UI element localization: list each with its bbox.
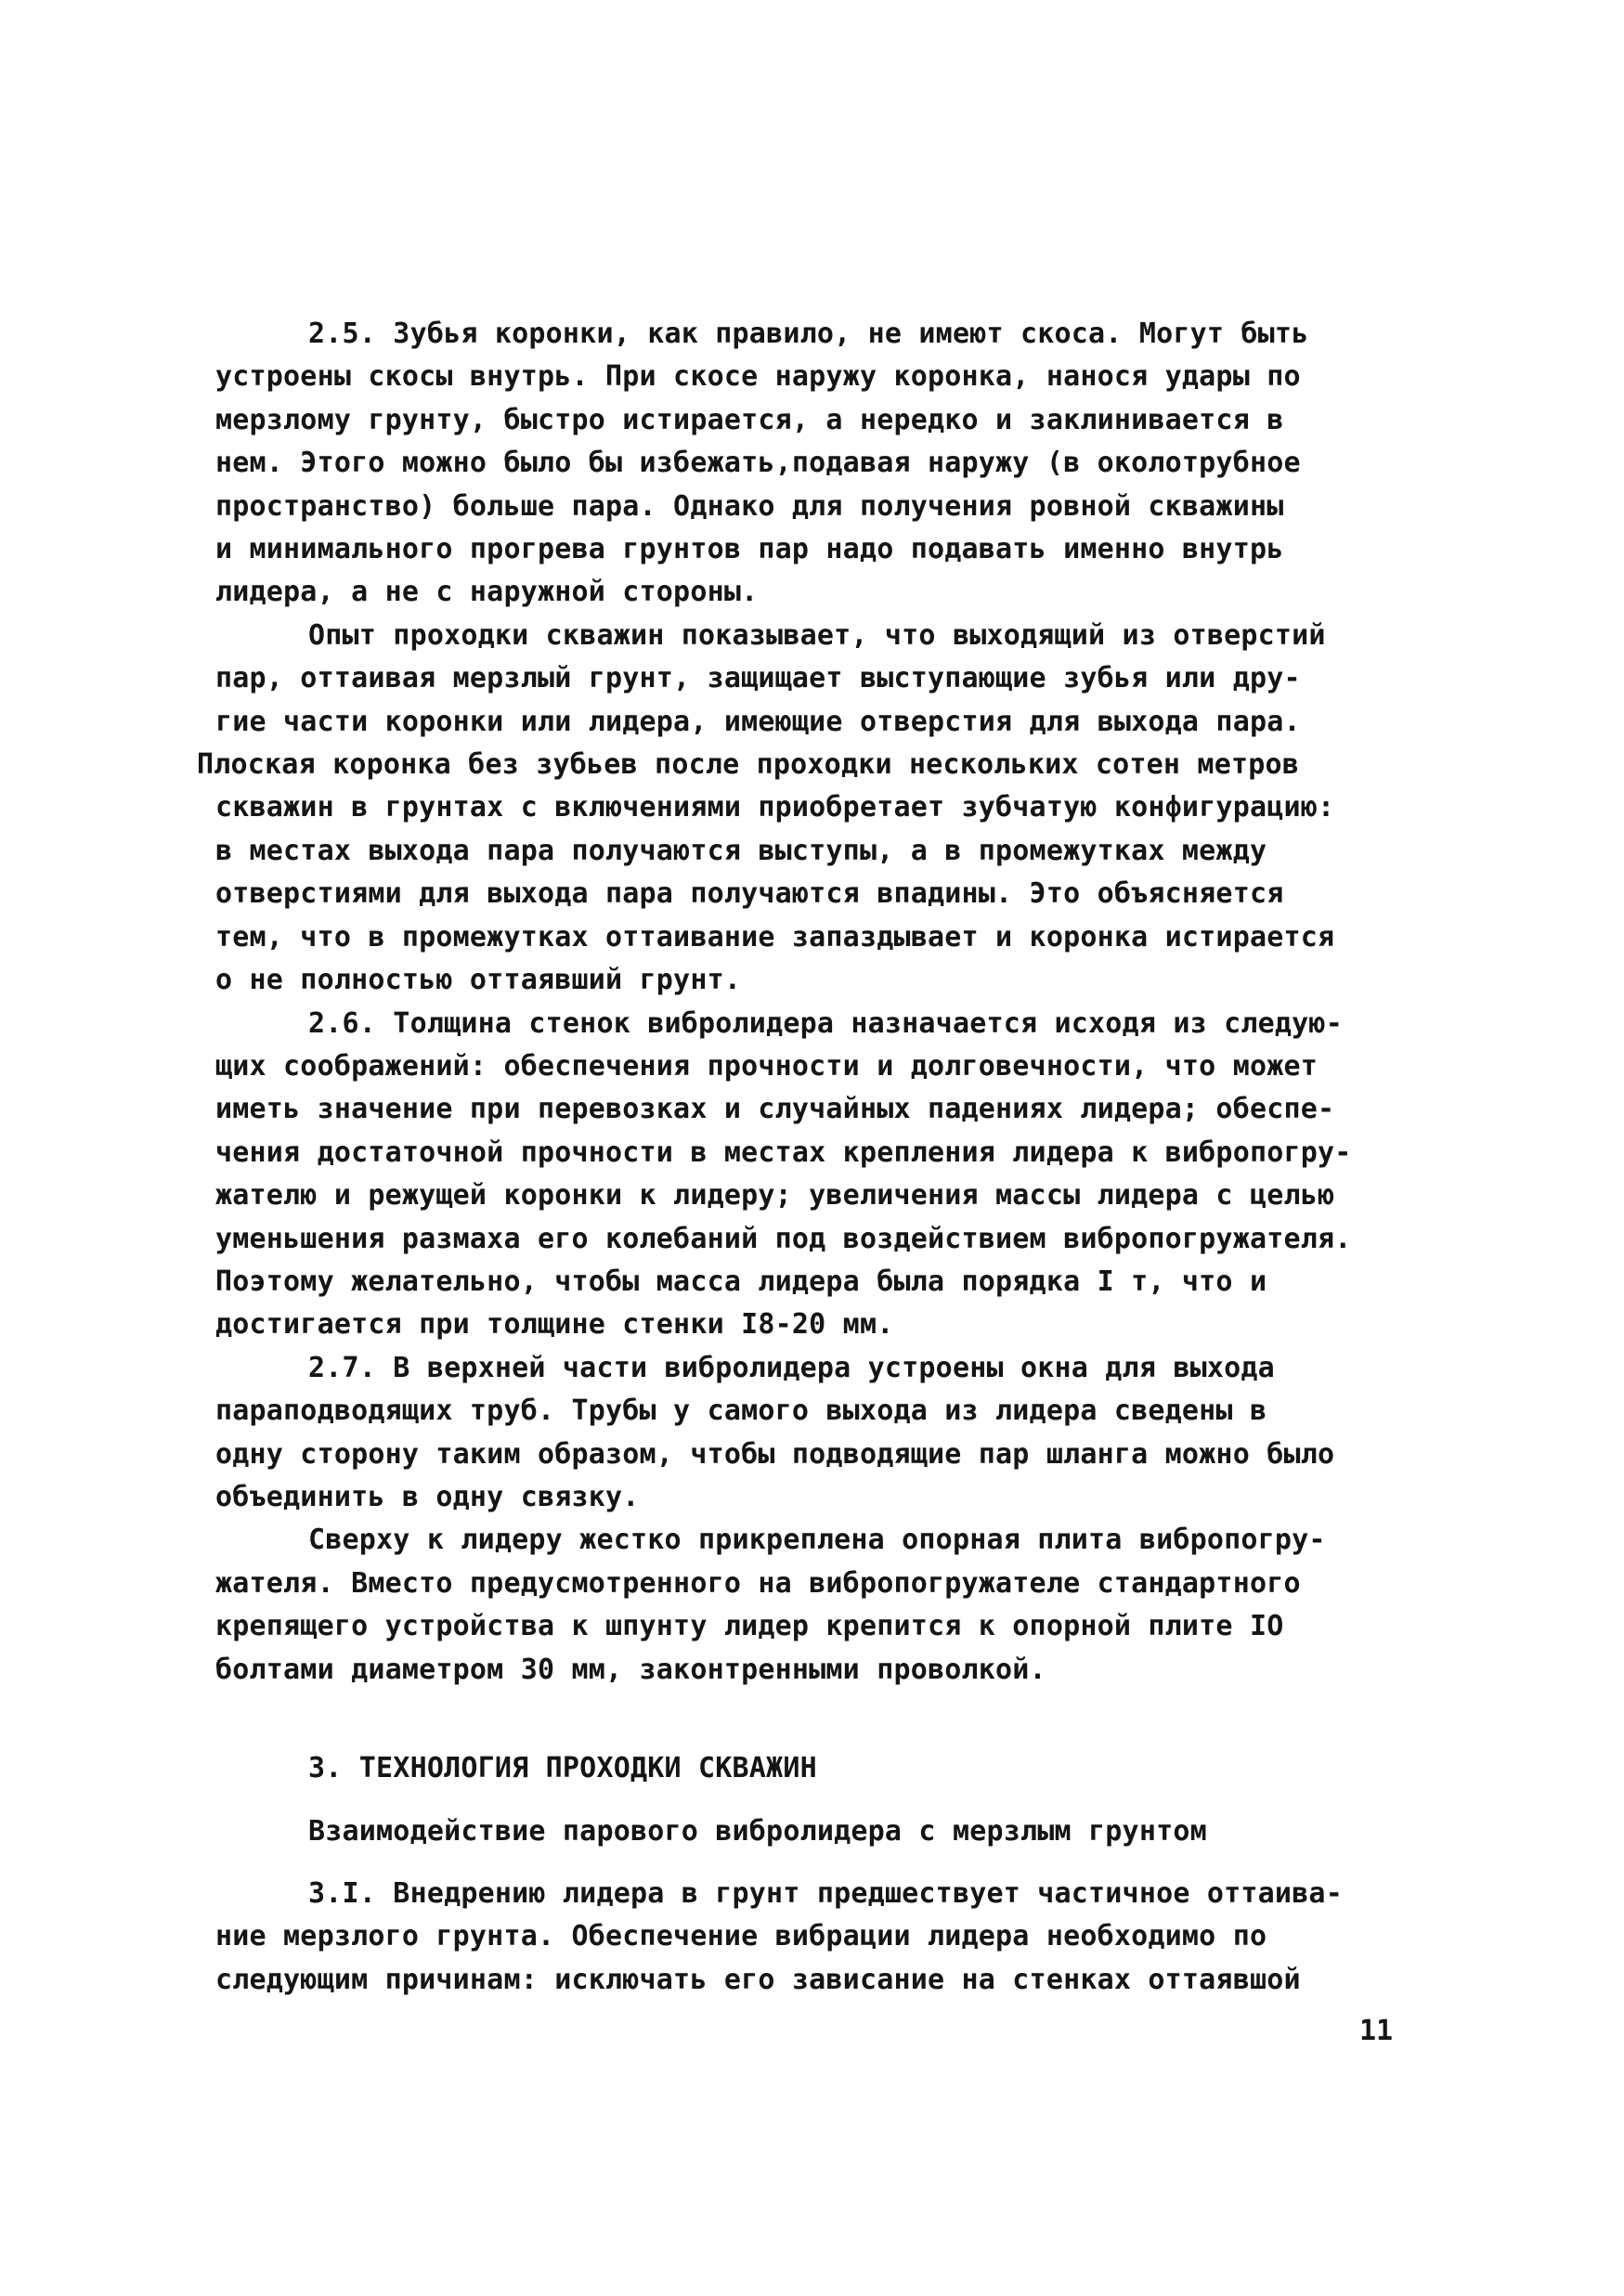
- section-heading: 3. ТЕХНОЛОГИЯ ПРОХОДКИ СКВАЖИН: [308, 1752, 817, 1784]
- text-line: жателя. Вместо предусмотренного на вибропогружателе стандартного: [215, 1566, 1301, 1600]
- text-line: 3.I. Внедрению лидера в грунт предшествует частичное оттаива-: [308, 1876, 1343, 1910]
- text-line: и минимального прогрева грунтов пар надо подавать именно внутрь: [215, 533, 1284, 566]
- text-line: о не полностью оттаявший грунт.: [215, 964, 742, 997]
- text-line: параподводящих труб. Трубы у самого выхода из лидера сведены в: [215, 1394, 1267, 1428]
- text-line: жателю и режущей коронки к лидеру; увеличения массы лидера с целью: [215, 1179, 1335, 1213]
- text-line: в местах выхода пара получаются выступы, а в промежутках между: [215, 834, 1267, 867]
- text-line: Плоская коронка без зубьев после проходки нескольких сотен метров: [197, 748, 1299, 782]
- body-text: [197, 313, 1423, 2002]
- text-line: чения достаточной прочности в местах крепления лидера к вибропогру-: [215, 1135, 1352, 1169]
- text-line: одну сторону таким образом, чтобы подводящие пар шланга можно было: [215, 1437, 1335, 1471]
- text-line: 2.6. Толщина стенок вибролидера назначается исходя из следую-: [308, 1006, 1343, 1040]
- text-line: крепящего устройства к шпунту лидер крепится к опорной плите IO: [215, 1610, 1284, 1643]
- text-line: 2.7. В верхней части вибролидера устроены окна для выхода: [308, 1351, 1275, 1384]
- text-line: пространство) больше пара. Однако для получения ровной скважины: [215, 489, 1284, 523]
- text-line: Сверху к лидеру жестко прикреплена опорная плита вибропогру-: [308, 1524, 1326, 1557]
- text-line: уменьшения размаха его колебаний под воздействием вибропогружателя.: [215, 1222, 1352, 1255]
- text-line: отверстиями для выхода пара получаются впадины. Это объясняется: [215, 877, 1284, 911]
- text-line: мерзлому грунту, быстро истирается, а нередко и заклинивается в: [215, 403, 1284, 436]
- text-line: иметь значение при перевозках и случайных падениях лидера; обеспе-: [215, 1093, 1335, 1126]
- text-line: щих соображений: обеспечения прочности и долговечности, что может: [215, 1049, 1318, 1083]
- subheading: Взаимодействие парового вибролидера с мерзлым грунтом: [308, 1815, 1207, 1848]
- page-number: 11: [1359, 2015, 1394, 2047]
- text-line: ние мерзлого грунта. Обеспечение вибрации лидера необходимо по: [215, 1920, 1267, 1953]
- text-line: пар, оттаивая мерзлый грунт, защищает выступающие зубья или дру-: [215, 662, 1301, 695]
- text-line: объединить в одну связку.: [215, 1480, 640, 1513]
- text-line: лидера, а не с наружной стороны.: [215, 576, 759, 609]
- text-line: Опыт проходки скважин показывает, что выходящий из отверстий: [308, 618, 1326, 652]
- text-line: Поэтому желательно, чтобы масса лидера была порядка I т, что и: [215, 1265, 1267, 1298]
- text-line: нем. Этого можно было бы избежать,подавая наружу (в околотрубное: [215, 447, 1301, 480]
- text-line: скважин в грунтах с включениями приобретает зубчатую конфигурацию:: [215, 791, 1335, 824]
- text-line: следующим причинам: исключать его зависание на стенках оттаявшой: [215, 1963, 1301, 1996]
- text-line: гие части коронки или лидера, имеющие отверстия для выхода пара.: [215, 705, 1301, 738]
- text-line: 2.5. Зубья коронки, как правило, не имеют скоса. Могут быть: [308, 318, 1309, 350]
- text-line: болтами диаметром 30 мм, законтренными проволкой.: [215, 1653, 1046, 1686]
- text-line: устроены скосы внутрь. При скосе наружу коронка, нанося удары по: [215, 360, 1301, 394]
- text-line: тем, что в промежутках оттаивание запаздывает и коронка истирается: [215, 920, 1335, 953]
- text-line: достигается при толщине стенки I8-20 мм.: [215, 1308, 894, 1342]
